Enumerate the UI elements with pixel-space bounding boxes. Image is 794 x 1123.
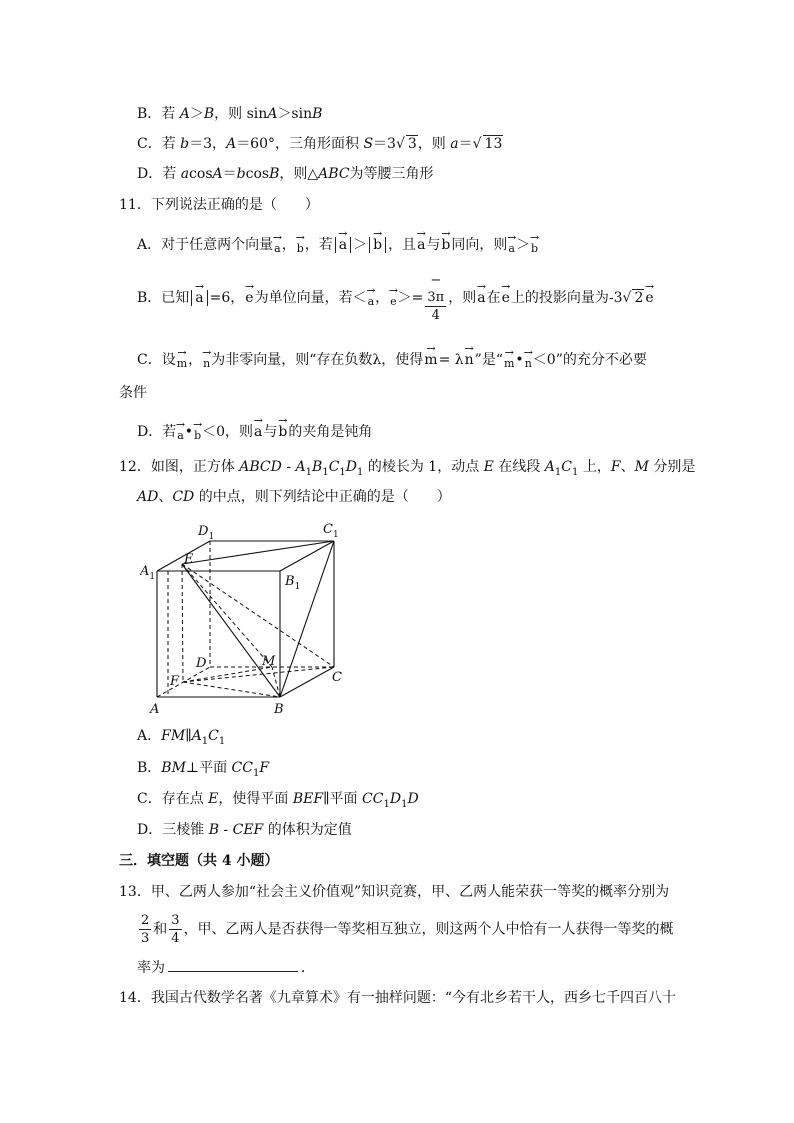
fraction-3pi-4: − 3π 4	[427, 273, 445, 323]
label-d1: $D_1$	[198, 524, 215, 542]
q12-stem-line2: AD、CD 的中点，则下列结论中正确的是（ ）	[137, 489, 451, 505]
label-f: F	[170, 674, 180, 689]
label-e: E	[184, 552, 194, 567]
q10-option-b: B．若 A＞B，则 sinA＞sinB	[137, 106, 323, 122]
answer-blank[interactable]	[168, 957, 298, 972]
q10-option-c: C．若 b＝3，A＝60°，三角形面积 S＝3√ 3，则 a＝√ 13	[137, 136, 503, 152]
segment-b-c1	[280, 541, 334, 697]
q12-stem-line1: 12．如图，正方体 ABCD - $A_1B_1C_1D_1$ 的棱长为 1，动点 E 在线段 $A_1C_1$ 上，F、M 分别是	[119, 459, 696, 478]
label-b1: $B_1$	[285, 574, 301, 592]
label-c1: $C_1$	[323, 522, 339, 540]
q12-option-a: A．$FM\parallel A_1C_1$	[137, 728, 226, 747]
label-d: D	[196, 656, 207, 671]
fraction-2-3: $\frac{2}{3}$	[141, 913, 150, 946]
q11-option-a: A．对于任意两个向量→ a，→ b，若→ a ＞→ b ，且→ a与→ b同向，则→ a＞→ b	[137, 232, 539, 259]
q11-option-c-cont: 条件	[119, 385, 147, 401]
label-b: B	[274, 702, 284, 715]
cube-figure	[140, 515, 360, 715]
q13-line1: 13．甲、乙两人参加“社会主义价值观”知识竞赛，甲、乙两人能荣获一等奖的概率分别为	[119, 884, 670, 900]
q11-stem: 11．下列说法正确的是（ ）	[119, 197, 319, 213]
label-m: M	[262, 654, 276, 669]
label-a: A	[150, 702, 160, 715]
q13-line2: $\frac{2}{3}$ 和 $\frac{3}{4}$ ，甲、乙两人是否获得一等奖相互独立，则这两个人中恰有一人获得一等奖的概	[141, 913, 674, 946]
label-a1: $A_1$	[140, 564, 156, 582]
q10-option-d: D．若 acosA＝bcosB，则△ABC为等腰三角形	[137, 166, 434, 182]
q13-line3: 率为 ．	[137, 957, 315, 978]
segment-e-f	[182, 564, 183, 682]
section-3-heading: 三．填空题（共 4 小题）	[119, 853, 279, 869]
q12-option-c: C．存在点 E，使得平面 BEF∥平面 $CC_1D_1D$	[137, 791, 419, 810]
segment-e-b	[182, 564, 280, 697]
q11-option-b: B．已知→ a =6，→ e为单位向量，若＜→ a，→ e＞= − 3π 4 ，则→ a在→ e上的投影向量为-3√ 2→ e	[137, 272, 655, 324]
q12-option-d: D．三棱锥 B - CEF 的体积为定值	[137, 822, 352, 838]
q11-option-c: C．设→ m，→ n为非零向量，则“存在负数λ，使得→ m= λ→ n”是“→ m•→ n＜0”的充分不必要	[137, 347, 647, 374]
fraction-3-4: $\frac{3}{4}$	[171, 913, 180, 946]
label-c: C	[332, 670, 342, 685]
q14-line1: 14．我国古代数学名著《九章算术》有一抽样问题：“今有北乡若干人，西乡七千四百八十	[119, 990, 676, 1006]
segment-f-b	[183, 682, 280, 697]
q12-option-b: B．BM⊥平面 $CC_1F$	[137, 760, 270, 779]
q11-option-d: D．若→ a•→ b＜0，则→ a与→ b的夹角是钝角	[137, 419, 372, 446]
segment-b-m	[272, 667, 280, 697]
